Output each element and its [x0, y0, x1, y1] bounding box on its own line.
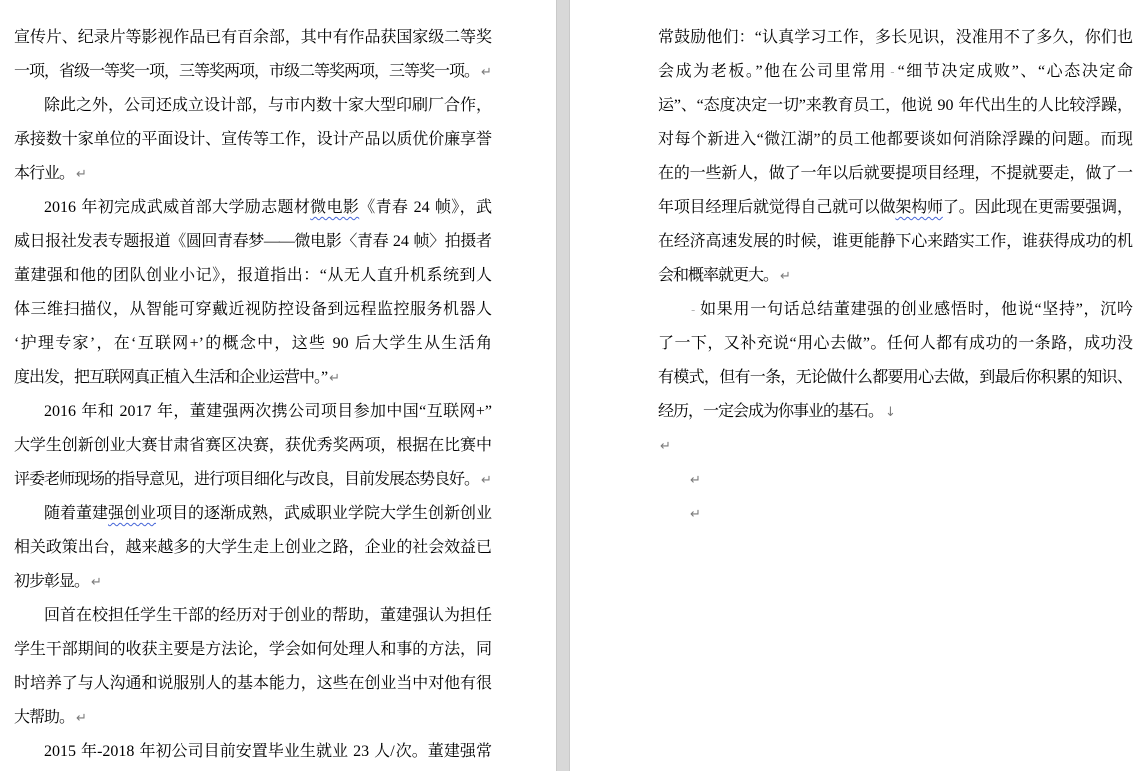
text-line	[658, 123, 1132, 157]
text-run: 经历，一定会成为你事业的基石。	[658, 403, 884, 420]
page-2	[570, 0, 1141, 771]
text-run: 体三维扫描仪，从智能可穿戴近视防控设备到远程监控服务机器人	[14, 301, 491, 318]
text-run: 承接数十家单位的平面设计、宣传等工作，设计产品以质优价廉享誉	[14, 131, 491, 148]
text-run: ’的概念中，这些	[198, 335, 327, 352]
text-run: 回首在校担任学生干部的经历对于创业的帮助，董建强认为担任	[44, 607, 491, 624]
text-run: 运”、“态度决定一切”来教育员工，他说	[658, 97, 933, 114]
text-run: 帧》，武	[434, 199, 491, 216]
text-run: 大学生创新创业大赛甘肃省赛区决赛，获优秀奖两项，根据在比赛中	[14, 437, 491, 454]
text-line	[658, 157, 1132, 191]
text-run: /	[390, 743, 395, 760]
text-run: 年初公司目前安置毕业生就业	[139, 743, 349, 760]
text-line	[14, 429, 491, 463]
text-line	[658, 293, 1132, 327]
text-line	[658, 55, 1132, 89]
page-2-text	[658, 21, 1132, 531]
text-line	[14, 225, 491, 259]
text-run: 《青春	[359, 199, 409, 216]
text-run: 评委老师现场的指导意见，进行项目细化与改良，目前发展态势良好。	[14, 471, 480, 488]
text-run: 威日报社发表专题报道《圆回青春梦——微电影〈青春	[14, 233, 389, 250]
text-run: 后大学生从生活角	[354, 335, 491, 352]
text-run: 了。因此现在更需要强调，	[942, 199, 1132, 216]
text-run: 90	[932, 97, 959, 114]
text-run: 2016	[44, 199, 82, 216]
text-line	[14, 735, 491, 769]
text-run: -2018	[97, 743, 140, 760]
page-gap	[556, 0, 570, 771]
text-line	[14, 21, 491, 55]
text-line	[14, 259, 491, 293]
text-line	[14, 123, 491, 157]
text-run: 年，董建强两次携公司项目参加中国“互联网	[156, 403, 476, 420]
text-line	[14, 463, 491, 497]
text-line	[14, 395, 491, 429]
text-run: 年	[81, 743, 98, 760]
text-line	[658, 225, 1132, 259]
text-run: 帧〉拍摄者	[413, 233, 491, 250]
text-line	[658, 191, 1132, 225]
text-line	[14, 157, 491, 191]
paragraph-mark-icon: ↵	[481, 65, 492, 80]
text-run: 24	[388, 233, 414, 250]
text-run: 年初完成武威首部大学励志题材	[81, 199, 311, 216]
text-run: 会成为老板。”他在公司里常用	[658, 63, 888, 80]
paragraph-mark-icon: ↵	[660, 439, 671, 454]
text-line	[14, 89, 491, 123]
text-run: 2016	[44, 403, 82, 420]
text-run: 会和概率就更大。	[658, 267, 779, 284]
paragraph-mark-icon: ↵	[76, 167, 87, 182]
text-run: “细节决定成败”、“心态决定命	[897, 63, 1133, 80]
paragraph-mark-icon: ↵	[91, 575, 102, 590]
text-line	[658, 463, 1132, 497]
text-run: 学生干部期间的收获主要是方法论，学会如何处理人和事的方法，同	[14, 641, 491, 658]
text-line	[658, 361, 1132, 395]
text-run: 次。董建强常	[394, 743, 491, 760]
text-run: 度出发，把互联网真正植入生活和企业运营中。”	[14, 369, 328, 386]
paragraph-mark-icon: ↵	[329, 371, 341, 386]
text-run: 初步彰显。	[14, 573, 90, 590]
space-format-mark-icon: -	[691, 303, 696, 317]
text-run: 2017	[114, 403, 157, 420]
text-line	[14, 361, 491, 395]
text-run: 常鼓励他们：“认真学习工作，多长见识，没准用不了多久，你们也	[658, 29, 1132, 46]
text-line	[14, 565, 491, 599]
text-run: 90	[326, 335, 355, 352]
text-run: 随着董建	[44, 505, 108, 522]
text-run: 宣传片、纪录片等影视作品已有百余部，其中有作品获国家级二等奖	[14, 29, 491, 46]
text-run: +	[189, 335, 199, 352]
space-format-mark-icon: -	[890, 65, 895, 79]
text-line	[658, 395, 1132, 429]
paragraph-mark-icon: ↵	[780, 269, 791, 284]
text-run: 年和	[81, 403, 115, 420]
text-line	[14, 667, 491, 701]
text-run: ”	[484, 403, 491, 420]
text-run: 在经济高速发展的时候，谁更能静下心来踏实工作，谁获得成功的机	[658, 233, 1132, 250]
spellcheck-underlined-text: 微电影	[310, 199, 360, 216]
text-line	[14, 293, 491, 327]
text-run: 如果用一句话总结董建强的创业感悟时，他说“坚持”，沉吟	[698, 301, 1132, 318]
text-line	[658, 497, 1132, 531]
text-line	[14, 497, 491, 531]
text-run: 相关政策出台，越来越多的大学生走上创业之路，企业的社会效益已	[14, 539, 491, 556]
text-run: 大帮助。	[14, 709, 75, 726]
text-run: ‘护理专家’，在‘互联网	[14, 335, 190, 352]
paragraph-mark-icon: ↵	[690, 473, 701, 488]
text-run: 年项目经理后就觉得自己就可以做	[658, 199, 896, 216]
text-line	[14, 191, 491, 225]
text-run: 2015	[44, 743, 82, 760]
text-line	[14, 531, 491, 565]
text-run: 23	[348, 743, 375, 760]
text-line	[658, 259, 1132, 293]
spellcheck-underlined-text: 强创业	[108, 505, 156, 522]
text-run: 董建强和他的团队创业小记》，报道指出：“从无人直升机系统到人	[14, 267, 491, 284]
text-run: 一项，省级一等奖一项，三等奖两项，市级二等奖两项，三等奖一项。	[14, 63, 480, 80]
text-line	[14, 633, 491, 667]
text-line	[14, 55, 491, 89]
text-line	[14, 327, 491, 361]
text-line	[658, 429, 1132, 463]
paragraph-mark-icon: ↵	[481, 473, 492, 488]
text-line	[14, 701, 491, 735]
paragraph-mark-icon: ↵	[690, 507, 701, 522]
text-run: 人	[374, 743, 391, 760]
text-line	[14, 599, 491, 633]
text-run: 24	[408, 199, 435, 216]
line-break-mark-icon: ↓	[885, 405, 896, 420]
text-line	[658, 21, 1132, 55]
text-line	[658, 89, 1132, 123]
text-run: 项目的逐渐成熟，武威职业学院大学生创新创业	[156, 505, 491, 522]
page-1-text	[14, 21, 491, 769]
text-run: 在的一些新人，做了一年以后就要提项目经理，不提就要走，做了一	[658, 165, 1132, 182]
text-run: 本行业。	[14, 165, 75, 182]
text-run: +	[475, 403, 485, 420]
text-run: 对每个新进入“微江湖”的员工他都要谈如何消除浮躁的问题。而现	[658, 131, 1132, 148]
text-run: 了一下，又补充说“用心去做”。任何人都有成功的一条路，成功没	[658, 335, 1132, 352]
text-run: 时培养了与人沟通和说服别人的基本能力，这些在创业当中对他有很	[14, 675, 491, 692]
text-run: 年代出生的人比较浮躁，	[958, 97, 1132, 114]
text-run: 除此之外，公司还成立设计部，与市内数十家大型印刷厂合作，	[44, 97, 491, 114]
page-1	[0, 0, 556, 771]
text-line	[658, 327, 1132, 361]
text-run: 有模式，但有一条，无论做什么都要用心去做，到最后你积累的知识、	[658, 369, 1132, 386]
paragraph-mark-icon: ↵	[76, 711, 87, 726]
spellcheck-underlined-text: 架构师	[895, 199, 943, 216]
